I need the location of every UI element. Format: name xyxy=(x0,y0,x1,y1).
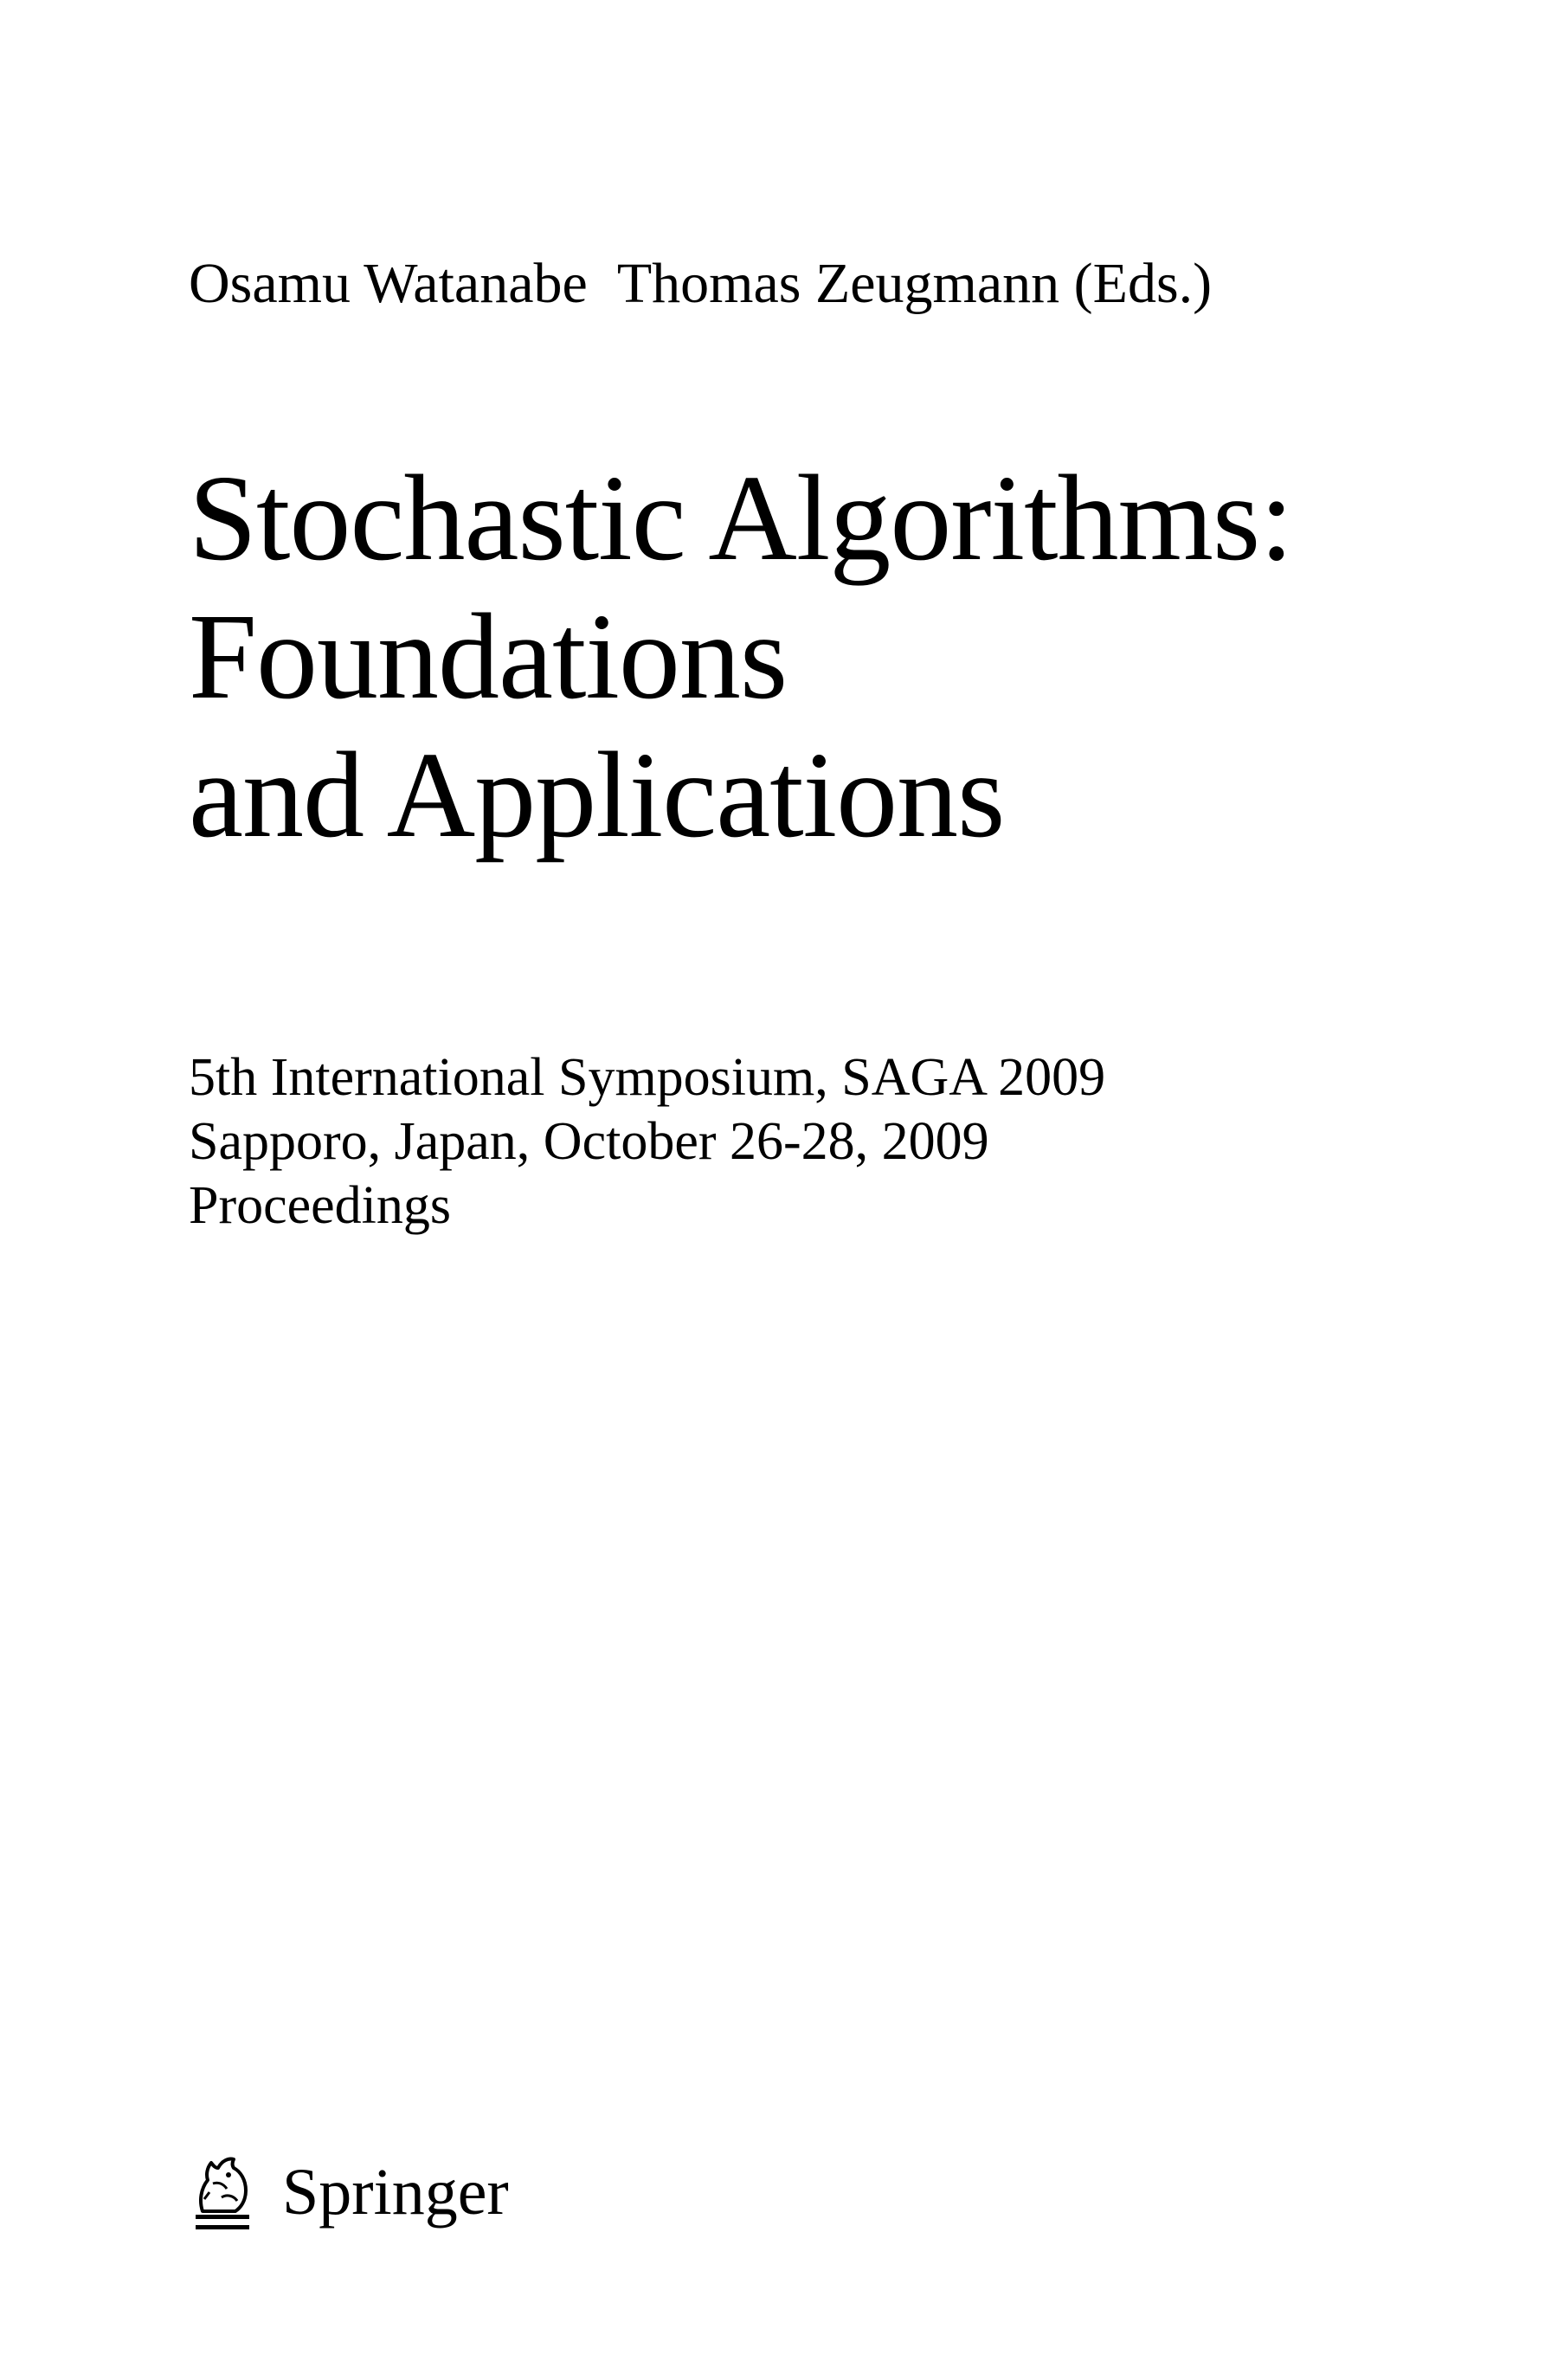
book-subtitle xyxy=(189,1045,1105,1238)
publisher-imprint xyxy=(183,2145,509,2240)
book-title-line: Stochastic Algorithms: xyxy=(189,449,1293,586)
editor-name: Thomas Zeugmann (Eds.) xyxy=(616,252,1213,315)
book-title-line: and Applications xyxy=(189,726,1005,863)
subtitle-line: Sapporo, Japan, October 26-28, 2009 xyxy=(189,1112,989,1171)
book-title-line: Foundations xyxy=(189,588,788,724)
editor-name: Osamu Watanabe xyxy=(189,252,588,315)
editors-line xyxy=(189,249,1212,318)
book-title xyxy=(189,448,1293,864)
publisher-name: Springer xyxy=(282,2156,509,2229)
springer-horse-head-icon xyxy=(183,2149,256,2235)
subtitle-line: 5th International Symposium, SAGA 2009 xyxy=(189,1048,1106,1107)
subtitle-line: Proceedings xyxy=(189,1176,452,1235)
